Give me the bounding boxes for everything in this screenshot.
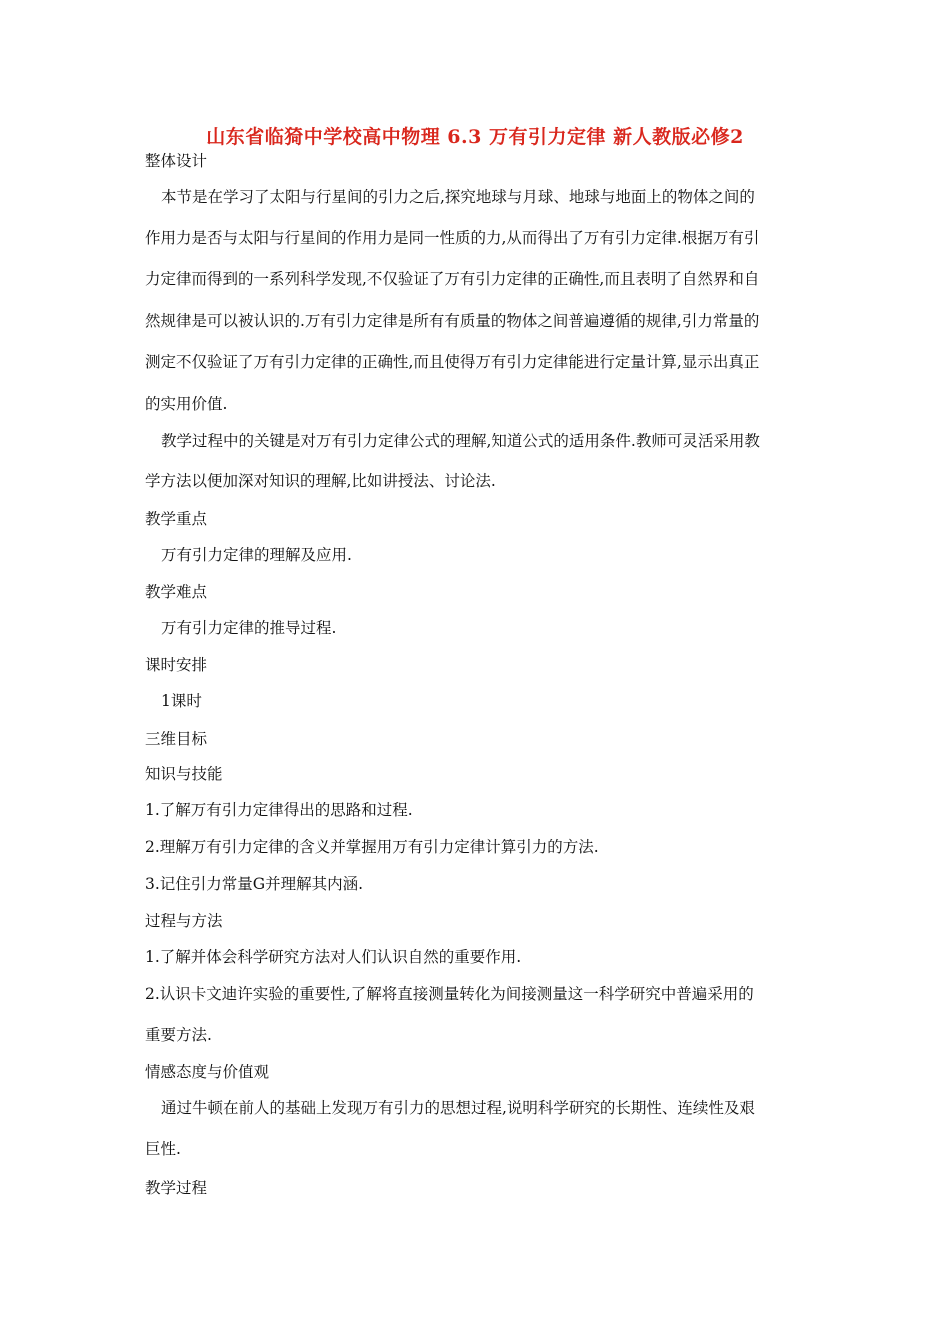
subheading-attitude: 情感态度与价值观	[145, 1063, 270, 1081]
paragraph-line: 万有引力定律的推导过程.	[161, 619, 337, 637]
paragraph-line: 巨性.	[145, 1140, 181, 1158]
list-item: 1.了解万有引力定律得出的思路和过程.	[145, 801, 413, 819]
paragraph-line: 通过牛顿在前人的基础上发现万有引力的思想过程,说明科学研究的长期性、连续性及艰	[161, 1099, 755, 1117]
list-item: 2.认识卡文迪许实验的重要性,了解将直接测量转化为间接测量这一科学研究中普遍采用的	[145, 985, 754, 1003]
heading-schedule: 课时安排	[145, 656, 208, 674]
paragraph-line: 测定不仅验证了万有引力定律的正确性,而且使得万有引力定律能进行定量计算,显示出真正	[145, 353, 760, 371]
heading-objectives: 三维目标	[145, 730, 208, 748]
paragraph-line: 的实用价值.	[145, 395, 228, 413]
paragraph-line: 作用力是否与太阳与行星间的作用力是同一性质的力,从而得出了万有引力定律.根据万有引	[145, 229, 760, 247]
heading-overall-design: 整体设计	[145, 152, 208, 170]
document-title: 山东省临猗中学校高中物理 6.3 万有引力定律 新人教版必修2	[206, 126, 744, 148]
list-item: 1.了解并体会科学研究方法对人们认识自然的重要作用.	[145, 948, 522, 966]
subheading-knowledge: 知识与技能	[145, 765, 223, 783]
paragraph-line: 学方法以便加深对知识的理解,比如讲授法、讨论法.	[145, 472, 496, 490]
heading-teaching-process: 教学过程	[145, 1179, 208, 1197]
paragraph-line: 万有引力定律的理解及应用.	[161, 546, 352, 564]
subheading-process: 过程与方法	[145, 912, 223, 930]
paragraph-line: 1课时	[161, 692, 202, 710]
paragraph-line: 本节是在学习了太阳与行星间的引力之后,探究地球与月球、地球与地面上的物体之间的	[161, 188, 755, 206]
paragraph-line: 教学过程中的关键是对万有引力定律公式的理解,知道公式的适用条件.教师可灵活采用教	[161, 432, 760, 450]
heading-difficulties: 教学难点	[145, 583, 208, 601]
list-item: 2.理解万有引力定律的含义并掌握用万有引力定律计算引力的方法.	[145, 838, 599, 856]
paragraph-line: 然规律是可以被认识的.万有引力定律是所有有质量的物体之间普遍遵循的规律,引力常量的	[145, 312, 760, 330]
list-item: 重要方法.	[145, 1026, 212, 1044]
paragraph-line: 力定律而得到的一系列科学发现,不仅验证了万有引力定律的正确性,而且表明了自然界和自	[145, 270, 760, 288]
list-item: 3.记住引力常量G并理解其内涵.	[145, 875, 364, 893]
heading-key-points: 教学重点	[145, 510, 208, 528]
